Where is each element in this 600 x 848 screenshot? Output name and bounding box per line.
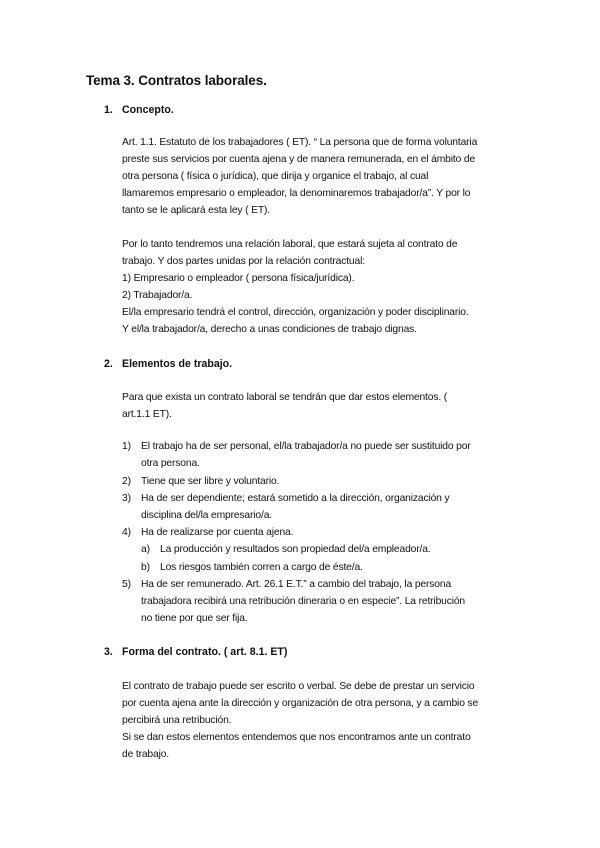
list-item-text: no tiene por que ser fija. — [141, 613, 248, 624]
paragraph-line: Para que exista un contrato laboral se tendrán que dar estos elementos. ( — [122, 392, 448, 403]
list-item-text: otra persona. — [141, 458, 200, 469]
section-number: 1. — [104, 104, 113, 116]
paragraph-line: preste sus servicios por cuenta ajena y de manera remunerada, en el ámbito de — [122, 154, 476, 165]
section-heading-concepto — [104, 104, 174, 116]
list-item-text: trabajadora recibirá una retribución dineraria o en especie”. La retribución — [141, 596, 466, 607]
section-number: 3. — [104, 646, 113, 658]
list-item-text: Ha de ser remunerado. Art. 26.1 E.T.” a cambio del trabajo, la persona — [141, 579, 452, 590]
sub-list-item-letter: a) — [141, 544, 150, 555]
section-heading-forma-contrato — [104, 646, 287, 658]
list-item-number: 5) — [122, 579, 131, 590]
list-item-text: El trabajo ha de ser personal, el/la trabajador/a no puede ser sustituido por — [141, 441, 471, 452]
paragraph-line: otra persona ( física o jurídica), que dirija y organice el trabajo, al cual — [122, 171, 429, 182]
paragraph-line: 2) Trabajador/a. — [122, 290, 193, 301]
paragraph-line: art.1.1 ET). — [122, 409, 172, 420]
paragraph-line: trabajo. Y dos partes unidas por la relación contractual: — [122, 256, 365, 267]
paragraph-line: Si se dan estos elementos entendemos que nos encontramos ante un contrato — [122, 732, 471, 743]
paragraph-line: Y el/la trabajador/a, derecho a unas condiciones de trabajo dignas. — [122, 324, 417, 335]
paragraph-line: El contrato de trabajo puede ser escrito o verbal. Se debe de prestar un servicio — [122, 681, 475, 692]
paragraph-line: percibirá una retribución. — [122, 715, 232, 726]
list-item-number: 1) — [122, 441, 131, 452]
section-title: Forma del contrato. ( art. 8.1. ET) — [122, 646, 288, 658]
list-item-text: disciplina del/la empresario/a. — [141, 510, 272, 521]
paragraph-line: Art. 1.1. Estatuto de los trabajadores ( ET). “ La persona que de forma voluntaria — [122, 137, 478, 148]
list-item-number: 3) — [122, 493, 131, 504]
section-title: Elementos de trabajo. — [122, 358, 233, 370]
section-title: Concepto. — [122, 104, 174, 116]
sub-list-item-letter: b) — [141, 562, 150, 573]
sub-list-item-text: Los riesgos también corren a cargo de éste/a. — [160, 562, 363, 573]
list-item-number: 2) — [122, 476, 131, 487]
paragraph-line: El/la empresario tendrá el control, dirección, organización y poder disciplinario. — [122, 307, 469, 318]
paragraph-line: por cuenta ajena ante la dirección y organización de otra persona, y a cambio se — [122, 698, 479, 709]
list-item-text: Ha de realizarse por cuenta ajena. — [141, 527, 294, 538]
paragraph-line: de trabajo. — [122, 749, 170, 760]
section-heading-elementos — [104, 358, 232, 370]
paragraph-line: 1) Empresario o empleador ( persona física/jurídica). — [122, 273, 355, 284]
document-title: Tema 3. Contratos laborales. — [86, 73, 267, 88]
paragraph-line: Por lo tanto tendremos una relación laboral, que estará sujeta al contrato de — [122, 239, 458, 250]
paragraph-line: tanto se le aplicará esta ley ( ET). — [122, 205, 270, 216]
list-item-text: Ha de ser dependiente; estará sometido a la dirección, organización y — [141, 493, 450, 504]
list-item-number: 4) — [122, 527, 131, 538]
sub-list-item-text: La producción y resultados son propiedad del/a empleador/a. — [160, 544, 431, 555]
section-number: 2. — [104, 358, 113, 370]
list-item-text: Tiene que ser libre y voluntario. — [141, 476, 280, 487]
paragraph-line: llamaremos empresario o empleador, la denominaremos trabajador/a”. Y por lo — [122, 188, 471, 199]
